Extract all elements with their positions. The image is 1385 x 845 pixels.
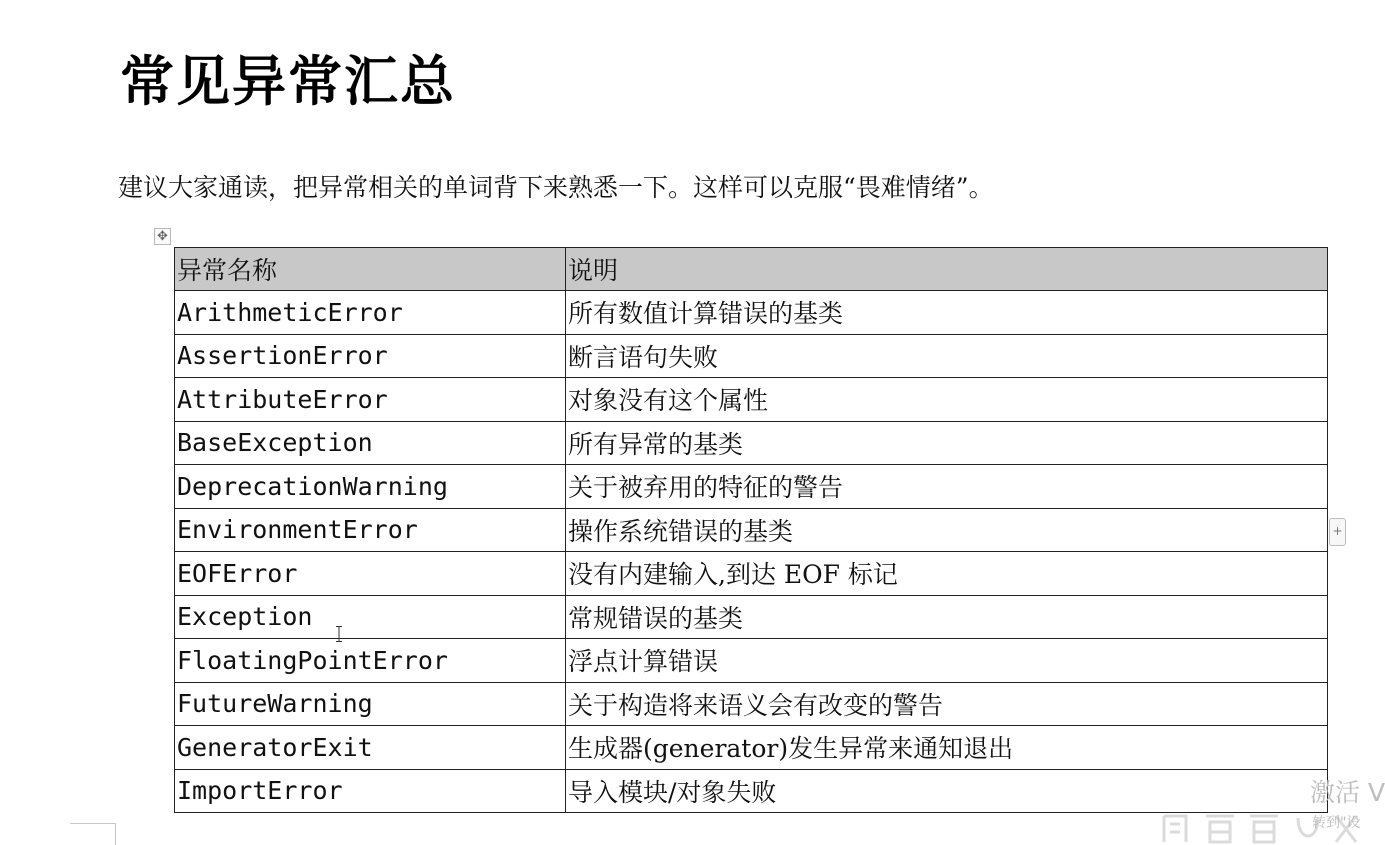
- description-cell[interactable]: 断言语句失败: [566, 334, 1328, 378]
- header-exception-name: 异常名称: [175, 248, 566, 291]
- table-row: [175, 378, 1328, 422]
- description-cell[interactable]: 没有内建输入,到达 EOF 标记: [566, 552, 1328, 596]
- exception-name-cell[interactable]: AttributeError: [175, 378, 566, 422]
- intro-paragraph: 建议大家通读，把异常相关的单词背下来熟悉一下。这样可以克服“畏难情绪”。: [118, 173, 994, 202]
- exception-name-cell[interactable]: EnvironmentError: [175, 508, 566, 552]
- description-cell[interactable]: 所有数值计算错误的基类: [566, 291, 1328, 335]
- header-description: 说明: [566, 248, 1328, 291]
- table-row: [175, 726, 1328, 770]
- page-corner-marker: [70, 823, 116, 845]
- activation-watermark: 激活 V: [1310, 778, 1385, 807]
- watermark-logo: [1158, 812, 1372, 845]
- description-cell[interactable]: 浮点计算错误: [566, 639, 1328, 683]
- table-row: [175, 595, 1328, 639]
- table-row: [175, 552, 1328, 596]
- description-cell[interactable]: 对象没有这个属性: [566, 378, 1328, 422]
- description-cell[interactable]: 关于构造将来语义会有改变的警告: [566, 682, 1328, 726]
- plus-icon[interactable]: +: [1329, 518, 1346, 546]
- table-row: [175, 508, 1328, 552]
- text-cursor-icon: [336, 626, 342, 642]
- description-cell[interactable]: 操作系统错误的基类: [566, 508, 1328, 552]
- exception-name-cell[interactable]: BaseException: [175, 421, 566, 465]
- description-cell[interactable]: 常规错误的基类: [566, 595, 1328, 639]
- exception-name-cell[interactable]: ArithmeticError: [175, 291, 566, 335]
- exception-name-cell[interactable]: FloatingPointError: [175, 639, 566, 683]
- description-cell[interactable]: 生成器(generator)发生异常来通知退出: [566, 726, 1328, 770]
- table-row: [175, 639, 1328, 683]
- table-row: [175, 769, 1328, 813]
- table-row: [175, 421, 1328, 465]
- exception-name-cell[interactable]: GeneratorExit: [175, 726, 566, 770]
- table-header-row: [175, 248, 1328, 291]
- exception-name-cell[interactable]: AssertionError: [175, 334, 566, 378]
- table-row: [175, 334, 1328, 378]
- table-row: [175, 465, 1328, 509]
- exception-name-cell[interactable]: Exception: [175, 595, 566, 639]
- activation-watermark-sub: 转到"设: [1312, 815, 1361, 831]
- description-cell[interactable]: 所有异常的基类: [566, 421, 1328, 465]
- description-cell[interactable]: 导入模块/对象失败: [566, 769, 1328, 813]
- exception-name-cell[interactable]: ImportError: [175, 769, 566, 813]
- description-cell[interactable]: 关于被弃用的特征的警告: [566, 465, 1328, 509]
- exception-name-cell[interactable]: EOFError: [175, 552, 566, 596]
- exception-name-cell[interactable]: FutureWarning: [175, 682, 566, 726]
- exception-name-cell[interactable]: DeprecationWarning: [175, 465, 566, 509]
- table-row: [175, 291, 1328, 335]
- page-title: 常见异常汇总: [120, 49, 456, 113]
- move-icon[interactable]: ✥: [154, 228, 171, 245]
- exception-table: [174, 247, 1328, 813]
- table-row: [175, 682, 1328, 726]
